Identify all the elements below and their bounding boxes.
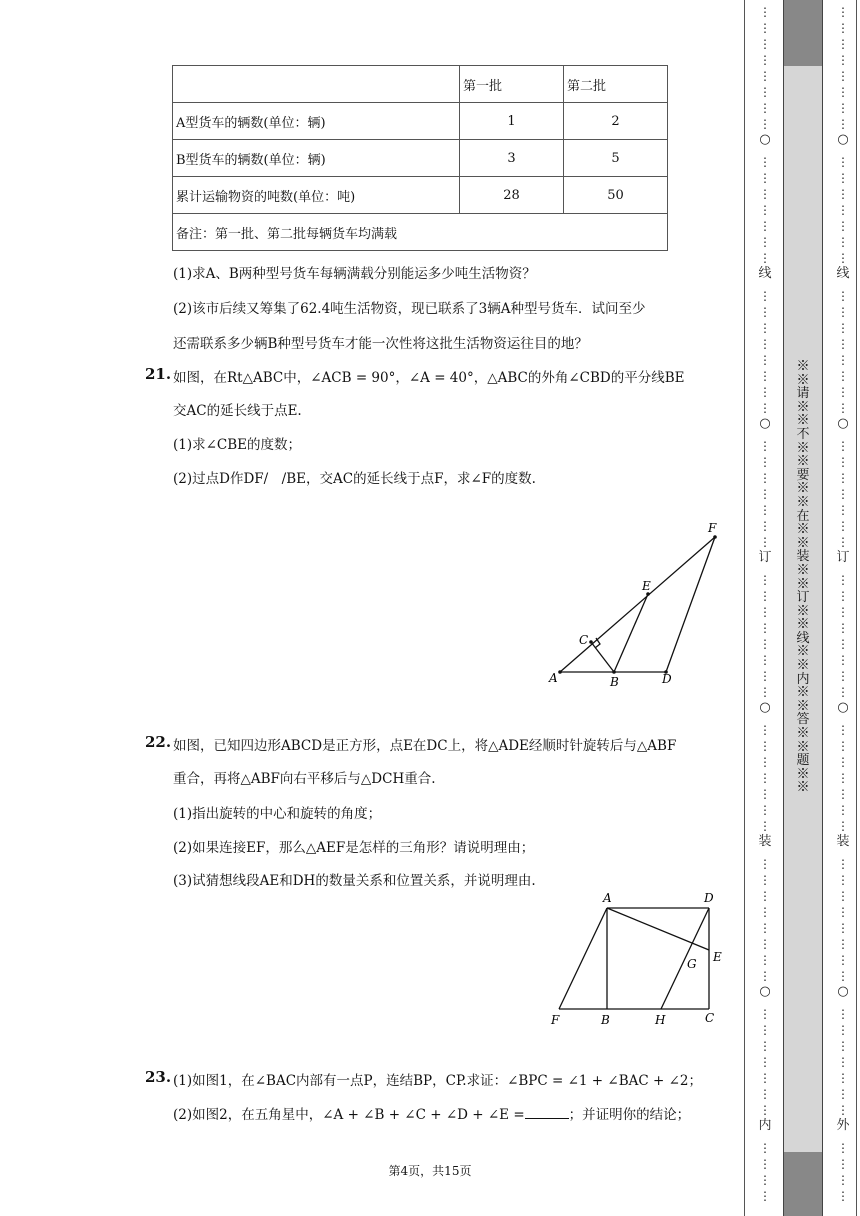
- binding-dots: ⋮: [759, 535, 771, 549]
- point-label-D: D: [662, 672, 672, 686]
- binding-circle: ○: [759, 416, 771, 431]
- binding-label: 内: [758, 1118, 772, 1133]
- binding-dots: ⋮: [759, 1189, 771, 1203]
- binding-dots: ⋮: [837, 621, 849, 635]
- table-cell: 2: [564, 103, 668, 140]
- binding-dots: ⋮: [837, 251, 849, 265]
- binding-dots: ⋮: [837, 369, 849, 383]
- q22-line2: 重合，再将△ABF向右平移后与△DCH重合.: [173, 771, 436, 787]
- binding-dots: ⋮: [759, 85, 771, 99]
- point-label-F: F: [551, 1013, 560, 1027]
- table-header-row: [173, 66, 668, 103]
- binding-dots: ⋮: [759, 37, 771, 51]
- binding-dots: ⋮: [759, 353, 771, 367]
- binding-dots: ⋮: [837, 857, 849, 871]
- q23-part1: (1)如图1，在∠BAC内部有一点P，连结BP，CP.求证：∠BPC = ∠1 + ∠BAC + ∠2；: [173, 1073, 703, 1089]
- table-row: [173, 140, 668, 177]
- q23-part2-text: (2)如图2，在五角星中，∠A + ∠B + ∠C + ∠D + ∠E =: [173, 1107, 525, 1123]
- binding-dots: ⋮: [837, 353, 849, 367]
- question-number: 22.: [145, 733, 172, 751]
- binding-label: 外: [836, 1118, 850, 1133]
- binding-dots-right: [833, 6, 853, 1206]
- binding-circle: ○: [837, 700, 849, 715]
- binding-circle: ○: [759, 132, 771, 147]
- binding-dots: ⋮: [759, 819, 771, 833]
- point-label-G: G: [687, 957, 697, 971]
- q23-part2: [173, 1103, 690, 1123]
- binding-label: 线: [758, 266, 772, 281]
- q22-part3: (3)试猜想线段AE和DH的数量关系和位置关系，并说明理由.: [173, 873, 536, 889]
- binding-dots: ⋮: [837, 235, 849, 249]
- point-label-D: D: [704, 891, 714, 905]
- binding-label: 线: [836, 266, 850, 281]
- binding-dots: ⋮: [837, 803, 849, 817]
- binding-dots: ⋮: [759, 369, 771, 383]
- band-cap-top: [784, 0, 822, 66]
- table-cell: 3: [460, 140, 564, 177]
- binding-dots: ⋮: [759, 155, 771, 169]
- binding-circle: ○: [759, 700, 771, 715]
- table-cell: 5: [564, 140, 668, 177]
- binding-label: 装: [758, 834, 772, 849]
- q21-line1: 如图，在Rt△ABC中，∠ACB = 90°，∠A = 40°，△ABC的外角∠CBD的平分线BE: [173, 370, 685, 386]
- table-header-cell: 第一批: [460, 66, 564, 103]
- table-note: 备注：第一批、第二批每辆货车均满载: [173, 214, 668, 251]
- binding-dots: ⋮: [759, 739, 771, 753]
- question-number: 21.: [145, 365, 172, 383]
- table-row: [173, 103, 668, 140]
- binding-dots: ⋮: [837, 685, 849, 699]
- binding-dots: ⋮: [837, 1173, 849, 1187]
- table-cell: 1: [460, 103, 564, 140]
- binding-label: 装: [836, 834, 850, 849]
- binding-dots: ⋮: [759, 921, 771, 935]
- binding-dots: ⋮: [759, 723, 771, 737]
- binding-dots: ⋮: [759, 69, 771, 83]
- binding-dots-left: [755, 6, 775, 1206]
- binding-dots: ⋮: [759, 1103, 771, 1117]
- table-row: [173, 177, 668, 214]
- binding-circle: ○: [837, 984, 849, 999]
- binding-dots: ⋮: [837, 1023, 849, 1037]
- binding-dots: ⋮: [759, 573, 771, 587]
- q20-part2-cont: 还需联系多少辆B种型号货车才能一次性将这批生活物资运往目的地？: [173, 336, 588, 352]
- binding-dots: ⋮: [837, 937, 849, 951]
- binding-dots: ⋮: [759, 1157, 771, 1171]
- binding-dots: ⋮: [759, 503, 771, 517]
- binding-dots: ⋮: [837, 305, 849, 319]
- binding-dots: ⋮: [837, 219, 849, 233]
- q21-line2: 交AC的延长线于点E.: [173, 403, 302, 419]
- binding-dots: ⋮: [759, 637, 771, 651]
- binding-warning: ※※请※※不※※要※※在※※装※※订※※线※※内※※答※※题※※: [796, 359, 810, 796]
- binding-dots: ⋮: [837, 637, 849, 651]
- point-label-E: E: [713, 950, 722, 964]
- table-cell: 50: [564, 177, 668, 214]
- q22-part1: (1)指出旋转的中心和旋转的角度；: [173, 806, 382, 822]
- binding-dots: ⋮: [837, 503, 849, 517]
- binding-dots: ⋮: [759, 203, 771, 217]
- binding-dots: ⋮: [759, 1141, 771, 1155]
- binding-label: 订: [758, 550, 772, 565]
- binding-dots: ⋮: [837, 1141, 849, 1155]
- binding-dots: ⋮: [837, 101, 849, 115]
- binding-dots: ⋮: [759, 385, 771, 399]
- binding-dots: ⋮: [759, 1173, 771, 1187]
- point-label-B: B: [610, 675, 619, 689]
- binding-dots: ⋮: [837, 439, 849, 453]
- binding-dots: ⋮: [759, 187, 771, 201]
- binding-dots: ⋮: [837, 889, 849, 903]
- binding-dots: ⋮: [837, 873, 849, 887]
- binding-dots: ⋮: [759, 873, 771, 887]
- point-label-B: B: [601, 1013, 610, 1027]
- binding-dots: ⋮: [837, 487, 849, 501]
- binding-dots: ⋮: [759, 589, 771, 603]
- binding-dots: ⋮: [837, 37, 849, 51]
- binding-dots: ⋮: [759, 519, 771, 533]
- binding-dots: ⋮: [837, 519, 849, 533]
- question-number: 23.: [145, 1068, 172, 1086]
- binding-dots: ⋮: [759, 5, 771, 19]
- binding-dots: ⋮: [837, 573, 849, 587]
- table-cell: 累计运输物资的吨数(单位：吨): [173, 177, 460, 214]
- binding-dots: ⋮: [837, 905, 849, 919]
- band-cap-bottom: [784, 1152, 822, 1216]
- binding-dots: ⋮: [837, 471, 849, 485]
- binding-dots: ⋮: [837, 535, 849, 549]
- q21-figure: [540, 515, 730, 690]
- binding-dots: ⋮: [759, 969, 771, 983]
- binding-dots: ⋮: [759, 219, 771, 233]
- binding-dots: ⋮: [759, 117, 771, 131]
- binding-dots: ⋮: [759, 857, 771, 871]
- binding-dots: ⋮: [837, 723, 849, 737]
- binding-dots: ⋮: [759, 1055, 771, 1069]
- binding-dots: ⋮: [759, 471, 771, 485]
- binding-dots: ⋮: [837, 5, 849, 19]
- binding-dots: ⋮: [759, 1007, 771, 1021]
- binding-dots: ⋮: [837, 669, 849, 683]
- data-table: [172, 65, 668, 251]
- table-cell: 28: [460, 177, 564, 214]
- binding-dots: ⋮: [759, 953, 771, 967]
- binding-dots: ⋮: [759, 937, 771, 951]
- point-label-C: C: [705, 1011, 715, 1025]
- q22-figure: [545, 888, 730, 1033]
- binding-dots: ⋮: [759, 755, 771, 769]
- binding-dots: ⋮: [759, 685, 771, 699]
- binding-dots: ⋮: [837, 385, 849, 399]
- q22-line1: 如图，已知四边形ABCD是正方形，点E在DC上，将△ADE经顺时针旋转后与△ABF: [173, 738, 677, 754]
- binding-dots: ⋮: [759, 803, 771, 817]
- binding-dots: ⋮: [759, 1087, 771, 1101]
- binding-dots: ⋮: [837, 289, 849, 303]
- binding-dots: ⋮: [837, 455, 849, 469]
- binding-dots: ⋮: [759, 401, 771, 415]
- binding-dots: ⋮: [837, 337, 849, 351]
- q21-part2: (2)过点D作DF/ /BE，交AC的延长线于点F，求∠F的度数.: [173, 471, 536, 487]
- binding-dots: ⋮: [837, 117, 849, 131]
- binding-dots: ⋮: [759, 337, 771, 351]
- binding-dots: ⋮: [837, 401, 849, 415]
- q23-part2-tail: ；并证明你的结论；: [568, 1107, 691, 1123]
- binding-label: 订: [836, 550, 850, 565]
- binding-dots: ⋮: [759, 621, 771, 635]
- binding-dots: ⋮: [759, 101, 771, 115]
- binding-dots: ⋮: [837, 1039, 849, 1053]
- binding-dots: ⋮: [837, 589, 849, 603]
- table-cell: A型货车的辆数(单位：辆): [173, 103, 460, 140]
- binding-dots: ⋮: [759, 53, 771, 67]
- binding-dots: ⋮: [759, 321, 771, 335]
- point-label-A: A: [603, 891, 612, 905]
- binding-dots: ⋮: [837, 1087, 849, 1101]
- binding-dots: ⋮: [837, 653, 849, 667]
- binding-dots: ⋮: [837, 203, 849, 217]
- binding-dots: ⋮: [759, 487, 771, 501]
- binding-dots: ⋮: [837, 1189, 849, 1203]
- table-note-row: [173, 214, 668, 251]
- binding-dots: ⋮: [837, 1007, 849, 1021]
- binding-dots: ⋮: [837, 921, 849, 935]
- binding-dots: ⋮: [759, 1023, 771, 1037]
- binding-dots: ⋮: [759, 1039, 771, 1053]
- binding-dots: ⋮: [759, 889, 771, 903]
- binding-dots: ⋮: [759, 305, 771, 319]
- binding-dots: ⋮: [759, 787, 771, 801]
- binding-dots: ⋮: [837, 787, 849, 801]
- binding-dots: ⋮: [837, 605, 849, 619]
- binding-dots: ⋮: [837, 739, 849, 753]
- binding-dots: ⋮: [759, 171, 771, 185]
- binding-dots: ⋮: [837, 85, 849, 99]
- binding-dots: ⋮: [759, 439, 771, 453]
- point-label-E: E: [642, 579, 651, 593]
- binding-dots: ⋮: [837, 187, 849, 201]
- point-label-F: F: [708, 521, 717, 535]
- table-cell: B型货车的辆数(单位：辆): [173, 140, 460, 177]
- binding-dots: ⋮: [837, 953, 849, 967]
- q21-part1: (1)求∠CBE的度数；: [173, 437, 302, 453]
- point-label-A: A: [549, 671, 558, 685]
- binding-dots: ⋮: [837, 1157, 849, 1171]
- point-label-C: C: [579, 633, 589, 647]
- binding-dots: ⋮: [837, 1103, 849, 1117]
- binding-dots: ⋮: [759, 605, 771, 619]
- binding-dots: ⋮: [837, 819, 849, 833]
- binding-dots: ⋮: [837, 171, 849, 185]
- table-header-cell: [173, 66, 460, 103]
- binding-dots: ⋮: [759, 235, 771, 249]
- binding-circle: ○: [837, 132, 849, 147]
- page-footer: 第4页，共15页: [388, 1164, 472, 1178]
- point-label-H: H: [655, 1013, 666, 1027]
- binding-dots: ⋮: [759, 1071, 771, 1085]
- binding-dots: ⋮: [837, 1055, 849, 1069]
- binding-circle: ○: [837, 416, 849, 431]
- table-header-cell: 第二批: [564, 66, 668, 103]
- binding-dots: ⋮: [837, 1071, 849, 1085]
- binding-dots: ⋮: [837, 69, 849, 83]
- q20-part2: (2)该市后续又筹集了62.4吨生活物资，现已联系了3辆A种型号货车．试问至少: [173, 301, 646, 317]
- binding-dots: ⋮: [759, 653, 771, 667]
- binding-dots: ⋮: [759, 251, 771, 265]
- binding-dots: ⋮: [759, 905, 771, 919]
- binding-dots: ⋮: [759, 289, 771, 303]
- binding-dots: ⋮: [837, 155, 849, 169]
- binding-dots: ⋮: [837, 755, 849, 769]
- answer-blank: [525, 1106, 569, 1119]
- binding-dots: ⋮: [837, 771, 849, 785]
- binding-dots: ⋮: [759, 455, 771, 469]
- binding-dots: ⋮: [837, 21, 849, 35]
- binding-dots: ⋮: [837, 53, 849, 67]
- binding-dots: ⋮: [759, 669, 771, 683]
- binding-dots: ⋮: [759, 771, 771, 785]
- q20-part1: (1)求A、B两种型号货车每辆满载分别能运多少吨生活物资？: [173, 266, 536, 282]
- binding-dots: ⋮: [837, 321, 849, 335]
- binding-dots: ⋮: [837, 969, 849, 983]
- binding-circle: ○: [759, 984, 771, 999]
- q22-part2: (2)如果连接EF，那么△AEF是怎样的三角形？请说明理由；: [173, 840, 535, 856]
- binding-dots: ⋮: [759, 21, 771, 35]
